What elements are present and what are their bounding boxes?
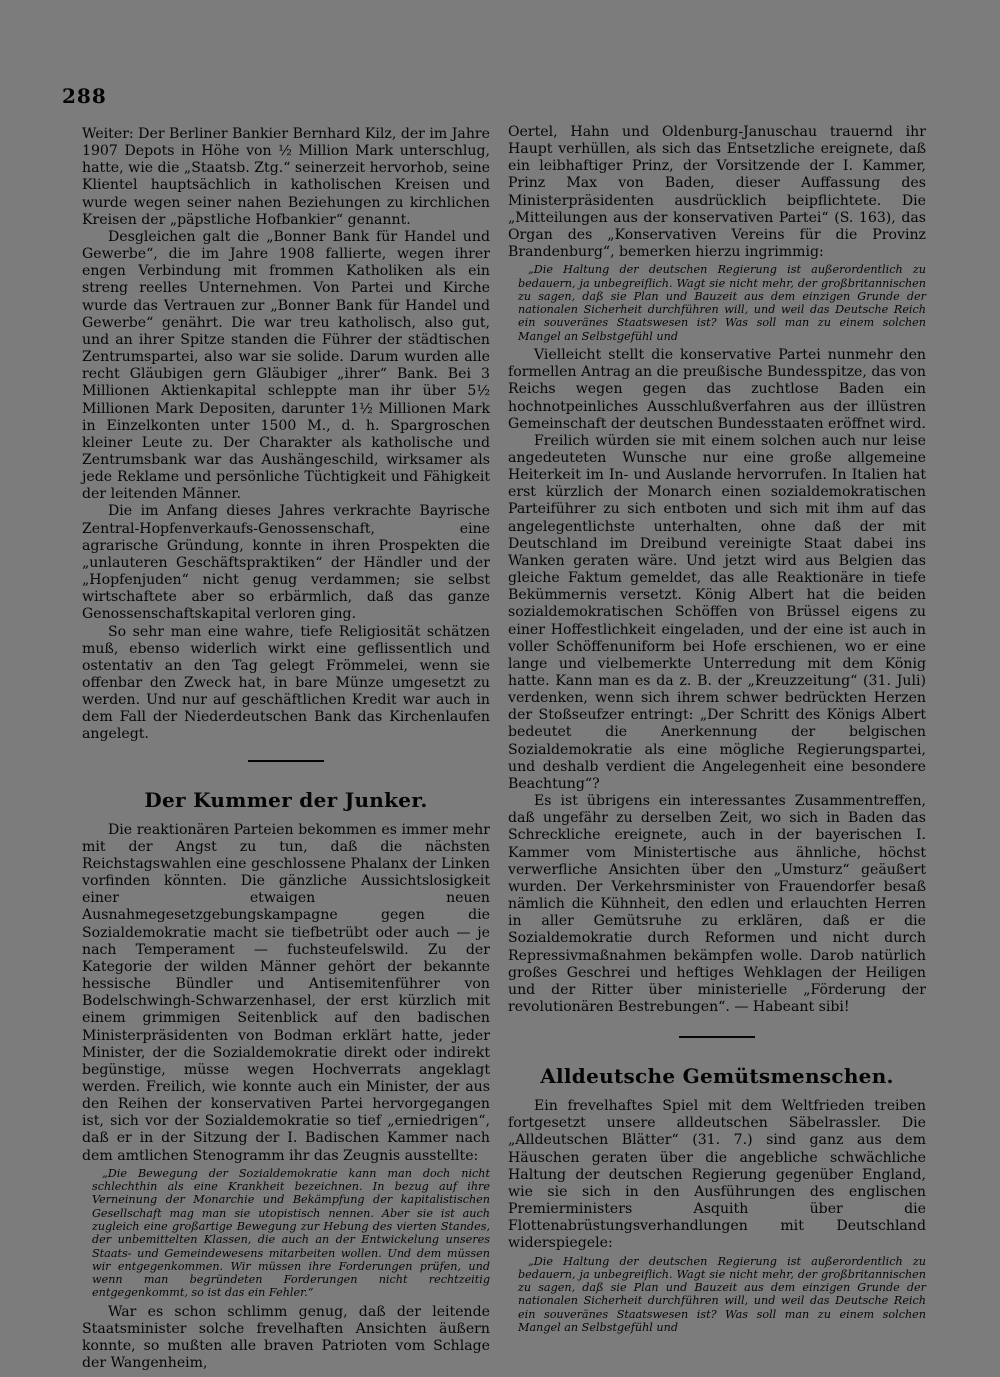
paragraph: Ein frevelhaftes Spiel mit dem Weltfrieden treiben fortgesetzt unsere alldeutschen Säbelrassler. Die „Alldeutschen Blätter“ (31. 7.) sind ganz aus dem Häuschen geraten über die angebliche schwächliche Haltung der deutschen Regierung gegenüber England, wie sie sich in den Ausführungen des englischen Premierministers Asquith über die Flottenabrüstungsverhandlungen mit Deutschland widerspiegele: (508, 1098, 926, 1252)
left-column (82, 126, 490, 1372)
paragraph: War es schon schlimm genug, daß der leitende Staatsminister solche frevelhaften Ansichten äußern konnte, so mußten alle braven Patrioten vom Schlage der Wangenheim, (82, 1303, 490, 1372)
right-column (508, 124, 926, 1338)
page-number: 288 (62, 84, 107, 108)
block-quote: „Die Haltung der deutschen Regierung ist außerordentlich zu bedauern, ja unbegreiflich. Wagt sie nicht mehr, der großbritannischen zu sagen, daß sie Plan und Bauzeit aus dem einzigen Grunde der nationalen Sicherheit durchführen will, und weil das Deutsche Reich ein souveränes Staatswesen ist? Was soll man zu einem solchen Mangel an Selbstgefühl und (518, 1254, 926, 1335)
block-quote: „Die Bewegung der Sozialdemokratie kann man doch nicht schlechthin als eine Krankheit bezeichnen. In bezug auf ihre Verneinung der Monarchie und Bekämpfung der kapitalistischen Gesellschaft mag man sie utopistisch nennen. Aber sie ist auch zugleich eine großartige Bewegung zur Hebung des vierten Standes, der unbemittelten Klassen, die auch an der Entwickelung unseres Staats- und Gemeindewesens mitarbeiten wollen. Und dem müssen wir entgegenkommen. Wir müssen ihre Forderungen prüfen, und wenn man begründeten Forderungen nicht rechtzeitig entgegenkommt, so ist das ein Fehler.“ (92, 1166, 490, 1300)
paragraph: Oertel, Hahn und Oldenburg-Januschau trauernd ihr Haupt verhüllen, als sich das Entsetzliche ereignete, daß ein leibhaftiger Prinz, der Vorsitzende der I. Kammer, Prinz Max von Baden, dieser Auffassung des Ministerpräsidenten ausdrücklich beipflichtete. Die „Mitteilungen aus der konservativen Partei“ (S. 163), das Organ des „Konservativen Vereins für die Provinz Brandenburg“, bemerken hierzu ingrimmig: (508, 124, 926, 261)
block-quote: „Die Haltung der deutschen Regierung ist außerordentlich zu bedauern, ja unbegreiflich. Wagt sie nicht mehr, der großbritannischen zu sagen, daß sie Plan und Bauzeit aus dem einzigen Grunde der nationalen Sicherheit durchführen will, und weil das Deutsche Reich ein souveränes Staatswesen ist? Was soll man zu einem solchen Mangel an Selbstgefühl und (518, 263, 926, 343)
paragraph: Vielleicht stellt die konservative Partei nunmehr den formellen Antrag an die preußische Bundesspitze, das von Reichs wegen gegen das zuchtlose Baden ein hochnotpeinliches Ausschlußverfahren aus der illüstren Gemeinschaft der deutschen Bundesstaaten eröffnet wird. (508, 347, 926, 432)
paragraph: Desgleichen galt die „Bonner Bank für Handel und Gewerbe“, die im Jahre 1908 fallierte, wegen ihrer engen Verbindung mit frommen Katholiken als ein streng reelles Unternehmen. Von Partei und Kirche wurde das Vertrauen zur „Bonner Bank für Handel und Gewerbe“ genährt. Die war treu katholisch, also gut, und an ihrer Spitze standen die Führer der städtischen Zentrumspartei, also war sie solide. Darum wurden alle recht Gläubigen gern Gläubiger „ihrer“ Bank. Bei 3 Millionen Aktienkapital schleppte man ihr über 5½ Millionen Mark Depositen, darunter 1½ Millionen Mark in Einzelkonten unter 1500 M., d. h. Spargroschen kleiner Leute zu. Der Charakter als katholische und Zentrumsbank war das Aushängeschild, wirksamer als jede Reklame und persönliche Tüchtigkeit und Fähigkeit der leitenden Männer. (82, 228, 490, 503)
paragraph: Weiter: Der Berliner Bankier Bernhard Kilz, der im Jahre 1907 Depots in Höhe von ½ Million Mark unterschlug, hatte, wie die „Staatsb. Ztg.“ seinerzeit hervorhob, seine Klientel hauptsächlich in katholischen Kreisen und wurde wegen seiner nahen Beziehungen zu kirchlichen Kreisen der „päpstliche Hofbankier“ genannt. (82, 126, 490, 228)
paragraph: Freilich würden sie mit einem solchen auch nur leise angedeuteten Wunsche nur eine große allgemeine Heiterkeit im In- und Auslande hervorrufen. In Italien hat erst kürzlich der Monarch einen sozialdemokratischen Parteiführer zu sich entboten und sich mit ihm auf das angelegentlichste unterhalten, ohne daß der mit Deutschland im Dreibund vereinigte Staat dabei ins Wanken geraten wäre. Und jetzt wird aus Belgien das gleiche Faktum gemeldet, das alle Reaktionäre in tiefe Bekümmernis versetzt. König Albert hat die beiden sozialdemokratischen Schöffen von Brüssel eigens zu einer Hoffestlichkeit eingeladen, und der eine ist auch in voller Schöffenuniform bei Hofe erschienen, wo er eine lange und vielbemerkte Unterredung mit dem König hatte. Kann man es da z. B. der „Kreuzzeitung“ (31. Juli) verdenken, wenn sich ihrem schwer bedrückten Herzen der Stoßseufzer entringt: „Der Schritt des Königs Albert bedeutet die Anerkennung der belgischen Sozialdemokratie als eine mögliche Regierungspartei, und deshalb verdient die Angelegenheit eine besondere Beachtung“? (508, 432, 926, 792)
section-divider (679, 1036, 755, 1038)
section-divider (248, 760, 324, 762)
section-heading: Alldeutsche Gemütsmenschen. (540, 1064, 894, 1089)
paragraph: So sehr man eine wahre, tiefe Religiosität schätzen muß, ebenso widerlich wirkt eine geflissentlich und ostentativ an den Tag gelegt Frömmelei, wenn sie offenbar den Zweck hat, in bare Münze umgesetzt zu werden. Und nur auf geschäftlichen Kredit war auch in dem Fall der Niederdeutschen Bank das Kirchenlaufen angelegt. (82, 623, 490, 743)
paragraph: Es ist übrigens ein interessantes Zusammentreffen, daß ungefähr zu derselben Zeit, wo sich in Baden das Schreckliche ereignete, auch in der bayerischen I. Kammer vom Ministertische aus ähnliche, höchst verwerfliche Ansichten über den „Umsturz“ geäußert wurden. Der Verkehrsminister von Frauendorfer besaß nämlich die Kühnheit, den edlen und erlauchten Herren in aller Gemütsruhe zu erklären, daß er die Sozialdemokratie durch Reformen und nicht durch Repressivmaßnahmen bekämpfen wolle. Darob natürlich großes Geschrei und heftiges Wehklagen der Heiligen und der Ritter über ministerielle „Förderung der revolutionären Bestrebungen“. — Habeant sibi! (508, 793, 926, 1015)
paragraph: Die im Anfang dieses Jahres verkrachte Bayrische Zentral-Hopfenverkaufs-Genossenschaft, eine agrarische Gründung, konnte in ihren Prospekten die „unlauteren Geschäftspraktiken“ der Händler und der „Hopfenjuden“ nicht genug verdammen; sie selbst wirtschaftete aber so erbärmlich, daß das ganze Genossenschaftskapital verloren ging. (82, 503, 490, 623)
section-heading: Der Kummer der Junker. (144, 787, 428, 812)
paragraph: Die reaktionären Parteien bekommen es immer mehr mit der Angst zu tun, daß die nächsten Reichstagswahlen eine geschlossene Phalanx der Linken vorfinden könnten. Die gänzliche Aussichtslosigkeit einer etwaigen neuen Ausnahmegesetzgebungskampagne gegen die Sozialdemokratie macht sie tiefbetrübt oder auch — je nach Temperament — fuchsteufelswild. Zu der Kategorie der wilden Männer gehört der bekannte hessische Bündler und Antisemitenführer von Bodelschwingh-Schwarzenhasel, der erst kürzlich mit einem grimmigen Seitenblick auf den badischen Ministerpräsidenten von Bodman erklärt hatte, jeder Minister, der die Sozialdemokratie direkt oder indirekt begünstige, müsse wegen Hochverrats angeklagt werden. Freilich, wie konnte auch ein Minister, der aus den Reihen der konservativen Partei hervorgegangen ist, sich vor der Sozialdemokratie so tief „erniedrigen“, daß er in der Sitzung der I. Badischen Kammer nach dem amtlichen Stenogramm ihr das Zeugnis ausstellte: (82, 821, 490, 1164)
